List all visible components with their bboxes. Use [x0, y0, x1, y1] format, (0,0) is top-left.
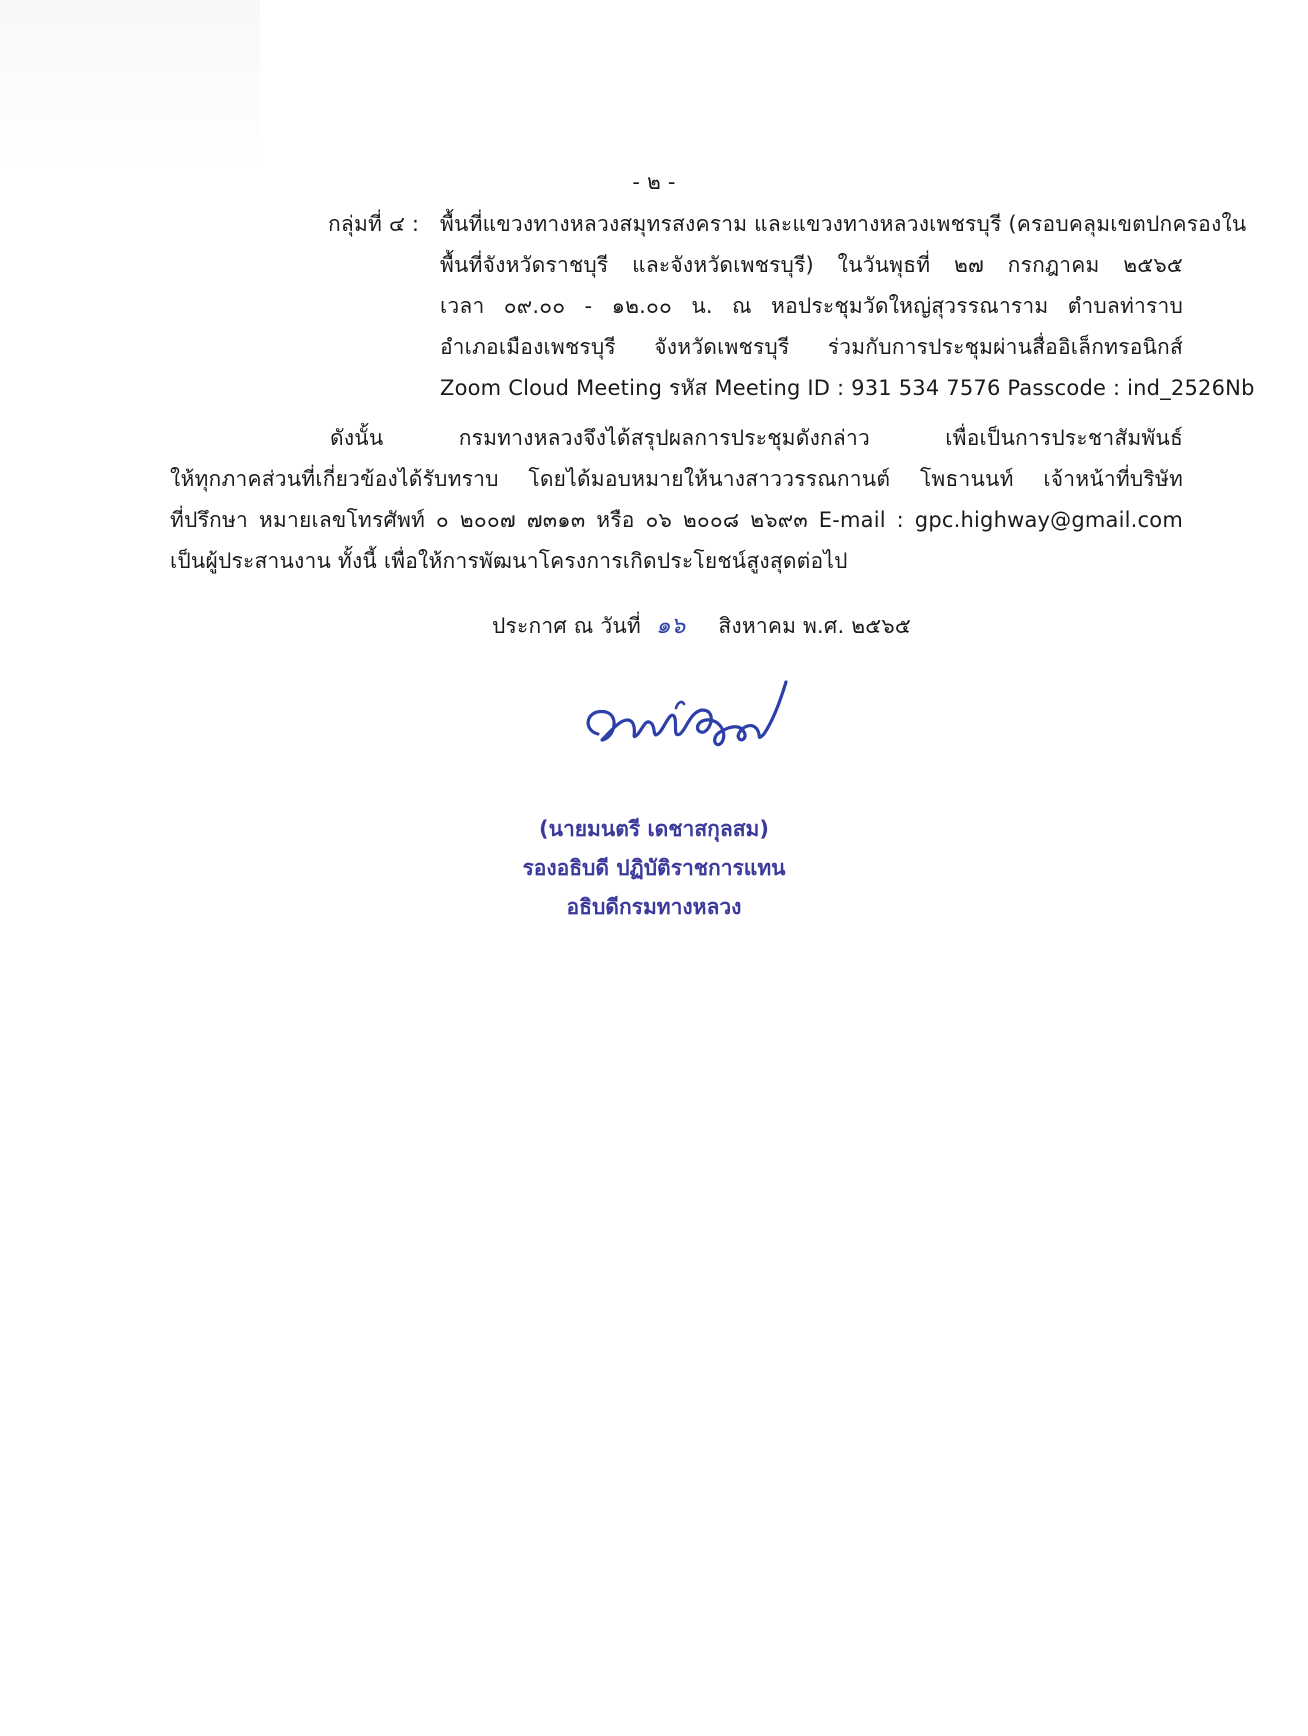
announcement-date [492, 612, 911, 640]
conclusion-line-1: ดังนั้น กรมทางหลวงจึงได้สรุปผลการประชุมดังกล่าว เพื่อเป็นการประชาสัมพันธ์ [330, 426, 1183, 450]
group-line-3: เวลา ๐๙.๐๐ - ๑๒.๐๐ น. ณ หอประชุมวัดใหญ่สุวรรณาราม ตำบลท่าราบ [440, 294, 1183, 318]
page-number: - ๒ - [632, 170, 676, 194]
group-label: กลุ่มที่ ๔ : [328, 212, 420, 236]
handwritten-signature [580, 672, 800, 767]
group-line-2: พื้นที่จังหวัดราชบุรี และจังหวัดเพชรบุรี) ในวันพุธที่ ๒๗ กรกฎาคม ๒๕๖๕ [440, 253, 1183, 277]
announcement-day: ๑๖ [655, 613, 686, 639]
scan-artifact [0, 0, 260, 175]
announcement-prefix: ประกาศ ณ วันที่ [492, 614, 641, 638]
conclusion-line-4: เป็นผู้ประสานงาน ทั้งนี้ เพื่อให้การพัฒนาโครงการเกิดประโยชน์สูงสุดต่อไป [170, 549, 848, 573]
conclusion-line-3: ที่ปรึกษา หมายเลขโทรศัพท์ ๐ ๒๐๐๗ ๗๓๑๓ หรือ ๐๖ ๒๐๐๘ ๒๖๙๓ E-mail : gpc.highway@gmail.com [170, 508, 1183, 532]
signer-name: (นายมนตรี เดชาสกุลสม) [539, 817, 769, 841]
group-line-1: พื้นที่แขวงทางหลวงสมุทรสงคราม และแขวงทางหลวงเพชรบุรี (ครอบคลุมเขตปกครองใน [440, 212, 1247, 236]
signer-position-1: รองอธิบดี ปฏิบัติราชการแทน [522, 856, 786, 880]
group-line-5: Zoom Cloud Meeting รหัส Meeting ID : 931 534 7576 Passcode : ind_2526Nb [440, 376, 1255, 400]
group-line-4: อำเภอเมืองเพชรบุรี จังหวัดเพชรบุรี ร่วมกับการประชุมผ่านสื่ออิเล็กทรอนิกส์ [440, 335, 1183, 359]
signer-position-2: อธิบดีกรมทางหลวง [566, 895, 742, 919]
announcement-month-year: สิงหาคม พ.ศ. ๒๕๖๕ [718, 614, 911, 638]
conclusion-line-2: ให้ทุกภาคส่วนที่เกี่ยวข้องได้รับทราบ โดยได้มอบหมายให้นางสาววรรณกานต์ โพธานนท์ เจ้าหน้าที่บริษัท [170, 467, 1183, 491]
